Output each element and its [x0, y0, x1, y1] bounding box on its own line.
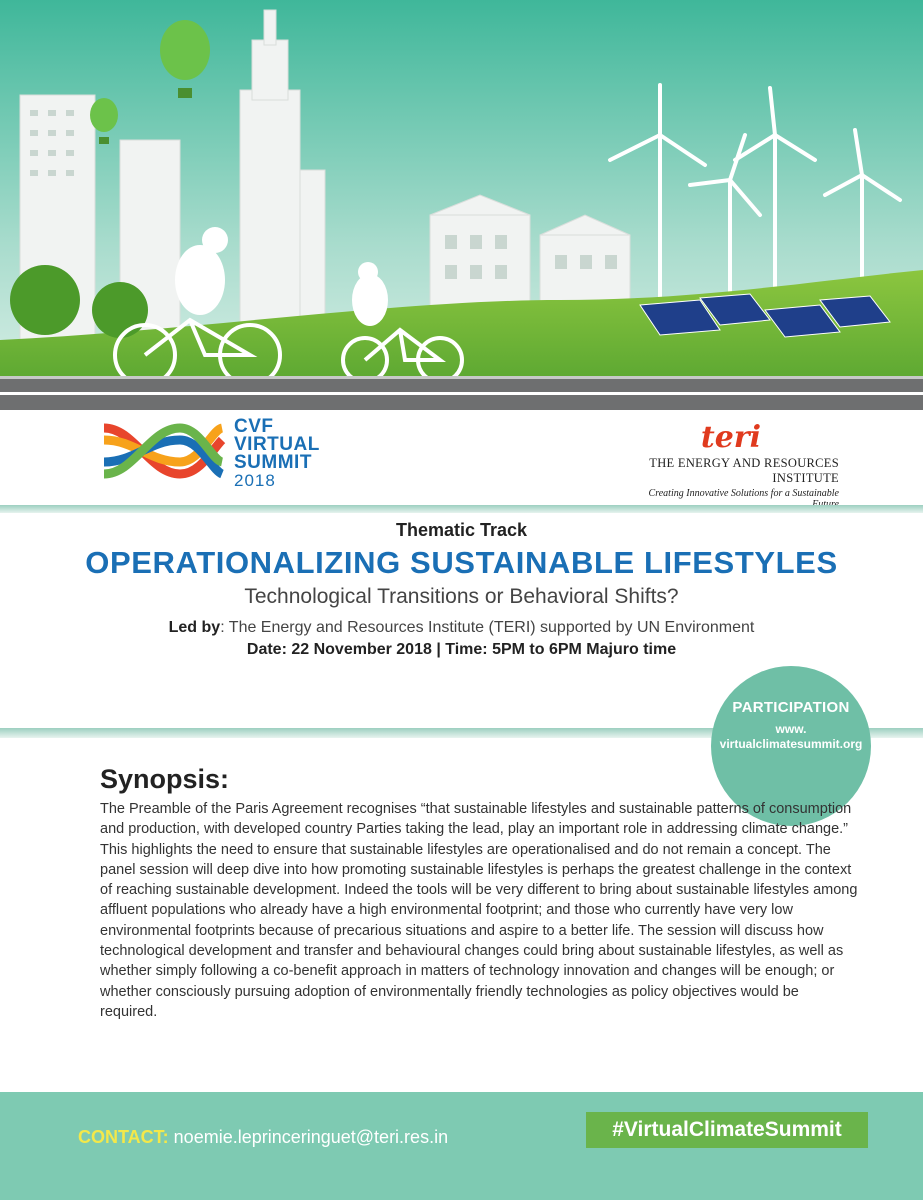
teri-logo-mark: teri	[700, 420, 761, 455]
teri-name: THE ENERGY AND RESOURCES INSTITUTE	[649, 456, 839, 485]
synopsis-body: The Preamble of the Paris Agreement recognises “that sustainable lifestyles and sustainable patterns of consumption and production, with developed country Parties taking the lead, play an important role in addressing climate change.” This highlights the need to ensure that sustainable lifestyles are operationalised and do not remain a concept. The panel session will deep dive into how promoting sustainable lifestyles is perhaps the greatest challenge in the context of reaching sustainable development. Indeed the tools will be very different to bring about sustainable lifestyles among affluent populations who already have a high environmental footprint; and those who currently have very low environmental footprints because of precarious situations and aspire to a better life. The session will discuss how technological development and transfer and behavioural changes could bring about sustainable lifestyles, as well as whether simply following a co-benefit approach in matters of technology innovation and changes will be enough; or whether consciously pursuing adoption of environmentally friendly technologies as policy objectives would be required.	[100, 801, 858, 1020]
participation-label: PARTICIPATION	[732, 699, 850, 716]
divider-band	[0, 505, 923, 513]
page-title: OPERATIONALIZING SUSTAINABLE LIFESTYLES	[85, 545, 838, 580]
contact-email-link[interactable]: noemie.leprinceringuet@teri.res.in	[173, 1127, 449, 1147]
synopsis-section	[100, 764, 860, 1022]
logo-row	[0, 410, 923, 505]
footer	[0, 1092, 923, 1200]
hashtag-badge: #VirtualClimateSummit	[586, 1112, 868, 1148]
led-by-text: : The Energy and Resources Institute (TERI) supported by UN Environment	[220, 619, 755, 636]
led-by-label: Led by	[168, 619, 221, 636]
cvf-logo-icon	[100, 420, 226, 482]
contact-label: CONTACT:	[78, 1127, 169, 1147]
contact-line	[78, 1127, 448, 1148]
event-date: Date: 22 November 2018 | Time: 5PM to 6PM Majuro time	[246, 641, 677, 658]
cvf-logo-text	[234, 418, 320, 490]
teri-logo	[629, 420, 839, 510]
led-by-line	[0, 619, 923, 637]
participation-url-line2: virtualclimatesummit.org	[719, 737, 863, 751]
title-block	[0, 516, 923, 659]
thematic-label: Thematic Track	[395, 520, 528, 540]
cvf-summit: SUMMIT	[234, 452, 312, 473]
cvf-virtual: VIRTUAL	[234, 434, 320, 455]
cvf-year: 2018	[234, 471, 276, 490]
page-subtitle: Technological Transitions or Behavioral Shifts?	[244, 585, 679, 608]
participation-url-line1: www.	[775, 722, 807, 736]
participation-url[interactable]	[711, 722, 871, 752]
synopsis-heading: Synopsis:	[100, 764, 230, 794]
teri-tagline: Creating Innovative Solutions for a Sustainable	[648, 488, 839, 499]
hero-illustration	[0, 0, 923, 410]
cvf-line: CVF	[234, 416, 274, 437]
